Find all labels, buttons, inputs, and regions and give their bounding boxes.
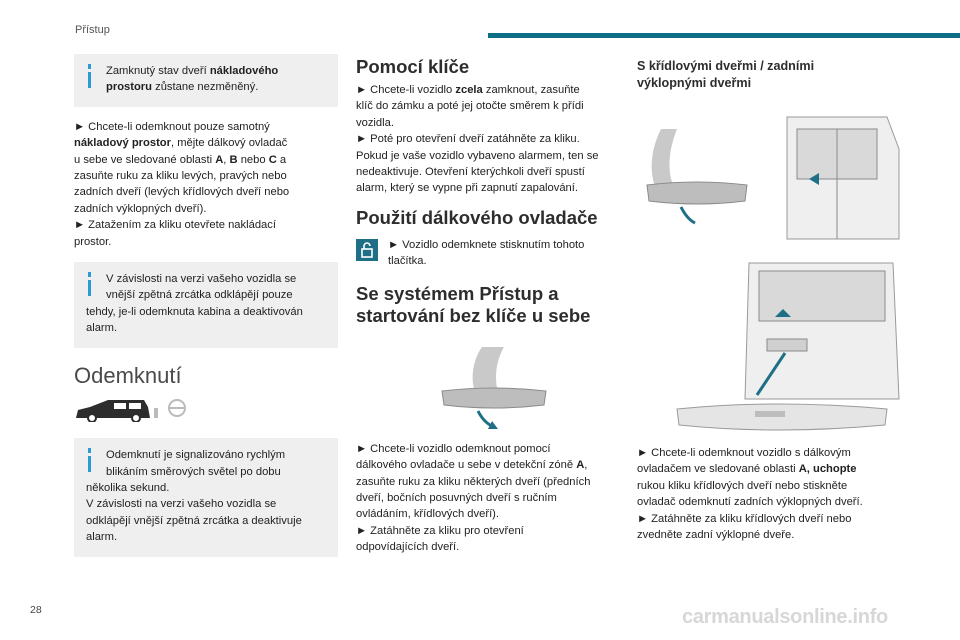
heading-unlocking: Odemknutí (74, 362, 182, 388)
footer-watermark: carmanualsonline.info (682, 606, 888, 628)
paragraph-cargo-unlock: ► Chcete-li odemknout pouze samotný nákladový prostor, mějte dálkový ovladač u sebe ve sledované oblasti A, B nebo C a zasuňte ruku za kliku levých, pravých nebo zadních dveří (levých křídlových dveří nebo zadních výklopných dveří). ► Zatažením za kliku otevřete nakládací prostor. (74, 120, 290, 248)
info-icon (88, 272, 91, 298)
info-note-cargo: Zamknutý stav dveří nákladového prostoru zůstane nezměněný. (74, 54, 338, 107)
column-left (74, 54, 338, 557)
remote-row: ► Vozidlo odemknete stisknutím tohoto tlačítka. (356, 237, 624, 273)
section-title: Přístup (75, 24, 110, 36)
column-middle (356, 56, 624, 556)
heading-keyless-2: startování bez klíče u sebe (356, 304, 591, 326)
tailgate-illustration (637, 259, 901, 439)
info-icon (88, 448, 91, 474)
heading-rear-doors-2: výklopnými dveřmi (637, 75, 752, 90)
column-right (637, 58, 903, 543)
paragraph-key: ► Chcete-li vozidlo zcela zamknout, zasuňte klíč do zámku a poté jej otočte směrem k přídi vozidla. ► Poté pro otevření dveří zatáhněte za kliku. Pokud je vaše vozidlo vybaveno alarmem, ten se nedeaktivuje. Otevření kterýchkoli dveří spustí alarm, který se vypne při zapnutí zapalování. (356, 84, 599, 195)
heading-with-key: Pomocí klíče (356, 56, 470, 77)
page-number: 28 (30, 604, 42, 616)
paragraph-rear-doors: ► Chcete-li odemknout vozidlo s dálkovým ovladačem ve sledované oblasti A, uchopte rukou kliku křídlových dveří nebo stiskněte ovladač odemknutí zadních výklopných dveří. ► Zatáhněte za kliku křídlových dveří nebo zvedněte zadní výklopné dveře. (637, 447, 863, 542)
door-handle-illustration (434, 341, 554, 431)
info-note-mirrors: V závislosti na verzi vašeho vozidla se vnější zpětná zrcátka odklápějí pouze tehdy, je-li odemknuta kabina a deaktivován alarm. (74, 262, 338, 348)
car-unlock-icon (74, 396, 194, 422)
info-note-signal: Odemknutí je signalizováno rychlým blikáním směrových světel po dobu několika sekund. V závislosti na verzi vašeho vozidla se odklápějí vnější zpětná zrcátka a deaktivuje alarm. (74, 438, 338, 556)
heading-remote-control: Použití dálkového ovladače (356, 206, 598, 228)
info-icon (88, 64, 91, 90)
wing-doors-illustration (637, 109, 901, 249)
paragraph-keyless: ► Chcete-li vozidlo odemknout pomocí dálkového ovladače u sebe v detekční zóně A, zasuňte ruku za kliku některých dveří (předních dveří, bočních posuvných dveří s ručním ovládáním, křídlových dveří). ► Zatáhněte za kliku pro otevření odpovídajících dveří. (356, 442, 591, 554)
header-accent-bar (488, 33, 960, 38)
heading-rear-doors-1: S křídlovými dveřmi / zadními (637, 59, 815, 73)
unlock-icon (356, 239, 378, 261)
heading-keyless-1: Se systémem Přístup a (356, 282, 559, 304)
